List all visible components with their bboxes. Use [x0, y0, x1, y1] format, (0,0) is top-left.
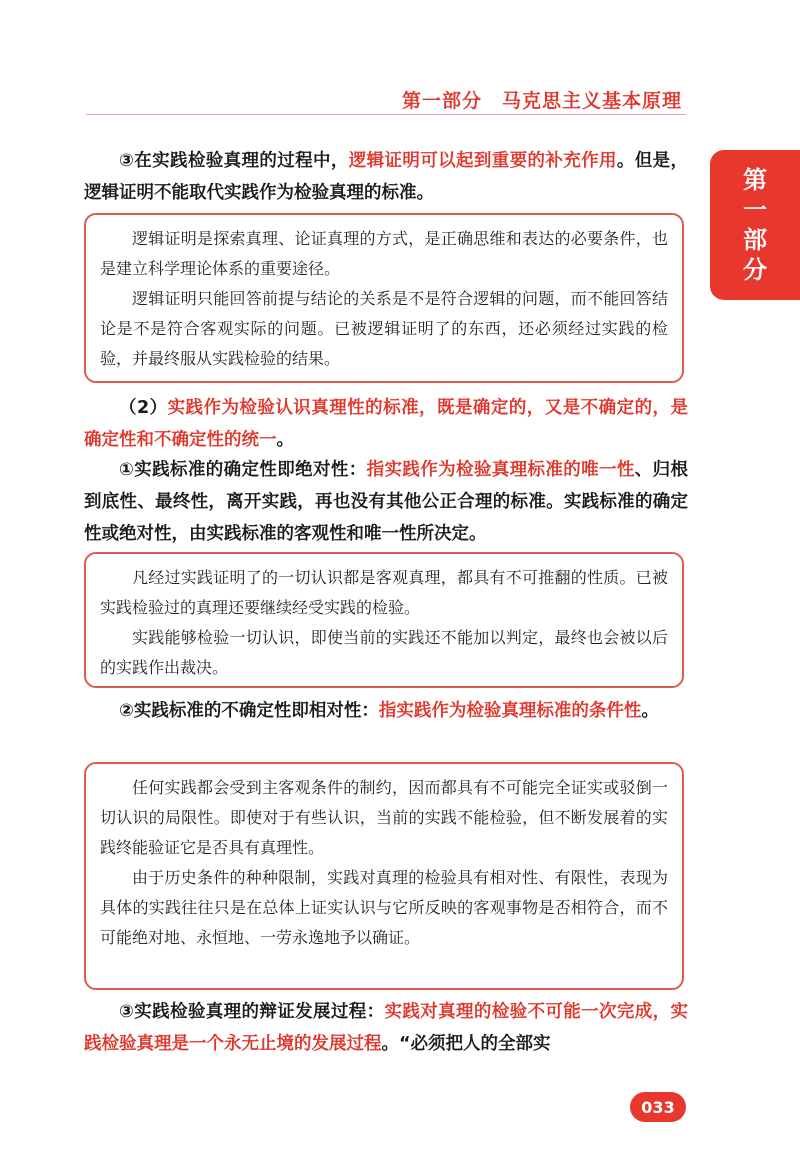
paragraph-standard-unity: [84, 392, 688, 456]
note-paragraph: 任何实践都会受到主客观条件的制约，因而都具有不可能完全证实或驳倒一切认识的局限性。即使对于有些认识，当前的实践不能检验，但不断发展着的实践终能验证它是否具有真理性。: [100, 778, 668, 857]
para-highlight: 指实践作为检验真理标准的唯一性: [366, 460, 635, 480]
note-paragraph: 凡经过实践证明了的一切认识都是客观真理，都具有不可推翻的性质。已被实践检验过的真理还要继续经受实践的检验。: [100, 568, 668, 617]
para-text: ③在实践检验真理的过程中，: [119, 151, 349, 171]
side-tab-char: 部: [743, 226, 767, 254]
paragraph-absoluteness: [84, 454, 688, 550]
paragraph-logic-proof: [84, 145, 688, 209]
note-paragraph: 由于历史条件的种种限制，实践对真理的检验具有相对性、有限性，表现为具体的实践往往只是在总体上证实认识与它所反映的客观事物是否相符合，而不可能绝对地、永恒地、一劳永逸地予以确证。: [100, 868, 668, 947]
note-box-logic: [84, 213, 684, 383]
para-text: 。“必须把人的全部实: [381, 1034, 551, 1054]
para-highlight: 指实践作为检验真理标准的条件性: [378, 701, 642, 721]
para-text: ②实践标准的不确定性即相对性：: [119, 701, 379, 721]
para-text: 。: [641, 701, 659, 721]
para-highlight: 实践作为检验认识真理性的标准，既是确定的，又是不确定的，是确定性和不确定性的统一: [84, 398, 688, 450]
para-text: ①实践标准的确定性即绝对性：: [119, 460, 367, 480]
para-highlight: 实践对真理的检验不可能一次完成，实践检验真理是一个永无止境的发展过程: [84, 1002, 688, 1054]
para-text: （2）: [119, 398, 168, 418]
header-title: 第一部分 马克思主义基本原理: [401, 90, 682, 112]
section-side-tab: [710, 150, 800, 300]
side-tab-char: 第: [743, 166, 767, 194]
note-paragraph: 实践能够检验一切认识，即使当前的实践还不能加以判定，最终也会被以后的实践作出裁决。: [100, 628, 668, 677]
paragraph-dialectical-process: [84, 996, 688, 1060]
note-paragraph: 逻辑证明只能回答前提与结论的关系是不是符合逻辑的问题，而不能回答结论是不是符合客观实际的问题。已被逻辑证明了的东西，还必须经过实践的检验，并最终服从实践检验的结果。: [100, 289, 668, 368]
paragraph-relativity: [84, 695, 688, 727]
para-text: 。: [276, 430, 294, 450]
note-box-relativity: [84, 762, 684, 990]
side-tab-char: 分: [743, 256, 767, 284]
para-text: 。但是，逻辑证明不能取代实践作为检验真理的标准。: [84, 151, 689, 203]
para-text: ③实践检验真理的辩证发展过程：: [119, 1002, 385, 1022]
page-number: 033: [630, 1092, 686, 1122]
note-box-absoluteness: [84, 552, 684, 688]
header-divider: [86, 114, 686, 115]
para-highlight: 逻辑证明可以起到重要的补充作用: [348, 151, 617, 171]
para-text: 、归根到底性、最终性，离开实践，再也没有其他公正合理的标准。实践标准的确定性或绝对性，由实践标准的客观性和唯一性所决定。: [84, 460, 689, 544]
side-tab-char: 一: [743, 196, 767, 224]
note-paragraph: 逻辑证明是探索真理、论证真理的方式，是正确思维和表达的必要条件，也是建立科学理论体系的重要途径。: [100, 229, 668, 278]
